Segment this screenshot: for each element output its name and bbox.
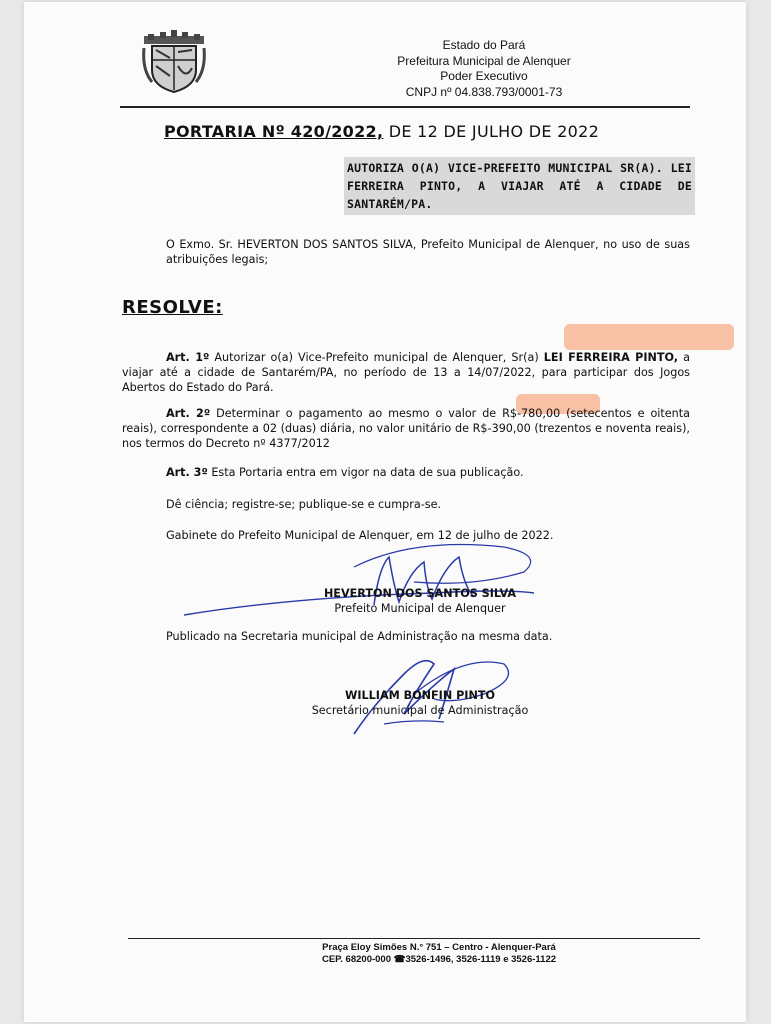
letterhead	[324, 38, 644, 100]
article-2-text: Determinar o pagamento ao mesmo o valor de R$-780,00 (setecentos e oitenta reais), correspondente a 02 (duas) diária, no valor unitário de R$-390,00 (trezentos e noventa reais), nos termos do Decreto nº 4377/2012	[122, 407, 690, 450]
portaria-date: DE 12 DE JULHO DE 2022	[383, 122, 600, 141]
article-1-text: Autorizar o(a) Vice-Prefeito municipal de Alenquer, Sr(a)	[209, 351, 544, 364]
highlight-mark	[564, 324, 734, 350]
publication-line: Publicado na Secretaria municipal de Administração na mesma data.	[166, 630, 553, 643]
vice-mayor-name: LEI FERREIRA PINTO,	[543, 351, 679, 364]
article-1-label: Art. 1º	[166, 351, 210, 364]
footer-contact: CEP. 68200-000 ☎3526-1496, 3526-1119 e 3526-1122	[321, 954, 557, 965]
article-2-label: Art. 2º	[166, 407, 211, 420]
cnpj: CNPJ nº 04.838.793/0001-73	[405, 84, 563, 99]
signer-2-role: Secretário municipal de Administração	[311, 704, 529, 717]
article-1-text-cont: a viajar até a cidade de Santarém/PA, no período de 13 a 14/07/2022, para participar dos Jogos Abertos do Estado do Pará.	[122, 351, 691, 394]
preamble: O Exmo. Sr. HEVERTON DOS SANTOS SILVA, Prefeito Municipal de Alenquer, no uso de suas atribuições legais;	[166, 238, 690, 266]
branch-name: Poder Executivo	[440, 69, 528, 83]
signer-1-role: Prefeito Municipal de Alenquer	[334, 602, 506, 615]
footer-street: Praça Eloy Simões N.° 751 – Centro - Alenquer-Pará	[322, 942, 556, 953]
article-3	[122, 465, 690, 480]
municipality-name: Prefeitura Municipal de Alenquer	[397, 53, 571, 68]
signer-2-name: WILLIAM BONFIN PINTO	[345, 689, 495, 702]
article-3-text: Esta Portaria entra em vigor na data de sua publicação.	[207, 466, 524, 479]
footer-address	[259, 942, 619, 966]
header-divider	[120, 106, 690, 108]
footer-divider	[128, 938, 700, 939]
signer-1-name: HEVERTON DOS SANTOS SILVA	[323, 587, 517, 600]
document-page	[24, 2, 746, 1022]
ciencia-line: Dê ciência; registre-se; publique-se e cumpra-se.	[166, 498, 442, 511]
gabinete-line: Gabinete do Prefeito Municipal de Alenquer, em 12 de julho de 2022.	[166, 529, 554, 542]
ementa: AUTORIZA O(A) VICE-PREFEITO MUNICIPAL SR(A). LEI FERREIRA PINTO, A VIAJAR ATÉ A CIDADE DE SANTARÉM/PA.	[344, 157, 695, 215]
document-title	[164, 122, 599, 141]
article-2	[122, 406, 690, 451]
resolve-heading: RESOLVE:	[122, 297, 223, 318]
state-name: Estado do Pará	[442, 38, 526, 52]
article-3-label: Art. 3º	[166, 466, 208, 479]
coat-of-arms-icon	[142, 30, 206, 94]
signer-1-block	[270, 586, 570, 616]
article-1	[122, 350, 690, 395]
portaria-number: PORTARIA Nº 420/2022,	[164, 122, 384, 141]
signer-2-block	[270, 688, 570, 718]
